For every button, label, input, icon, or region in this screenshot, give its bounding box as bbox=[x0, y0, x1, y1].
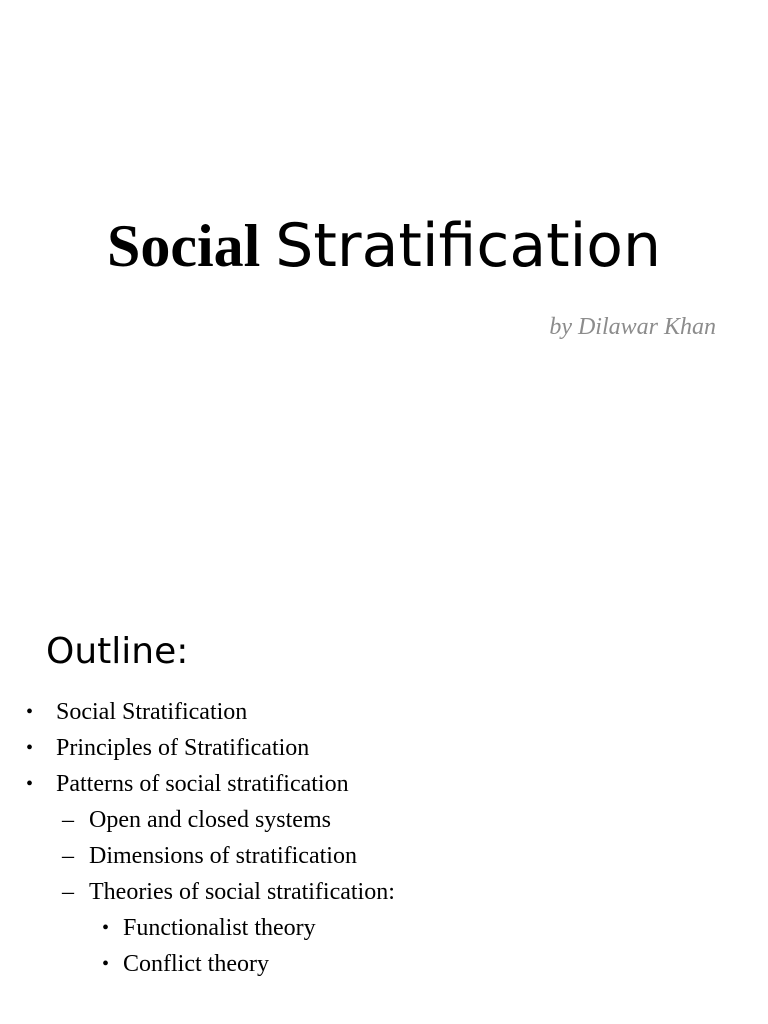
outline-list bbox=[0, 694, 768, 982]
outline-subitem bbox=[0, 838, 768, 874]
outline-item-text: Open and closed systems bbox=[89, 807, 331, 833]
slide-subtitle: by Dilawar Khan bbox=[549, 314, 716, 340]
bullet-marker: • bbox=[26, 737, 34, 759]
outline-item bbox=[0, 694, 768, 730]
dash-marker: – bbox=[62, 879, 74, 905]
outline-slide bbox=[0, 576, 768, 1024]
outline-subsubitem bbox=[0, 910, 768, 946]
bullet-marker: • bbox=[102, 917, 110, 939]
outline-subitem bbox=[0, 802, 768, 838]
dash-marker: – bbox=[62, 843, 74, 869]
slide-title bbox=[0, 210, 768, 282]
outline-subsubitem bbox=[0, 946, 768, 982]
outline-item bbox=[0, 766, 768, 802]
bullet-marker: • bbox=[26, 701, 34, 723]
outline-item-text: Conflict theory bbox=[123, 951, 269, 977]
outline-item-text: Principles of Stratification bbox=[56, 735, 310, 761]
dash-marker: – bbox=[62, 807, 74, 833]
outline-item bbox=[0, 730, 768, 766]
title-word-2: Stratification bbox=[275, 211, 662, 281]
outline-item-text: Functionalist theory bbox=[123, 915, 316, 941]
outline-item-text: Theories of social stratification: bbox=[89, 879, 395, 905]
outline-item-text: Social Stratification bbox=[56, 699, 248, 725]
bullet-marker: • bbox=[26, 773, 34, 795]
outline-item-text: Patterns of social stratification bbox=[56, 771, 349, 797]
outline-heading: Outline: bbox=[46, 631, 189, 672]
outline-subitem bbox=[0, 874, 768, 910]
outline-item-text: Dimensions of stratification bbox=[89, 843, 357, 869]
title-word-1: Social bbox=[106, 213, 261, 279]
bullet-marker: • bbox=[102, 953, 110, 975]
